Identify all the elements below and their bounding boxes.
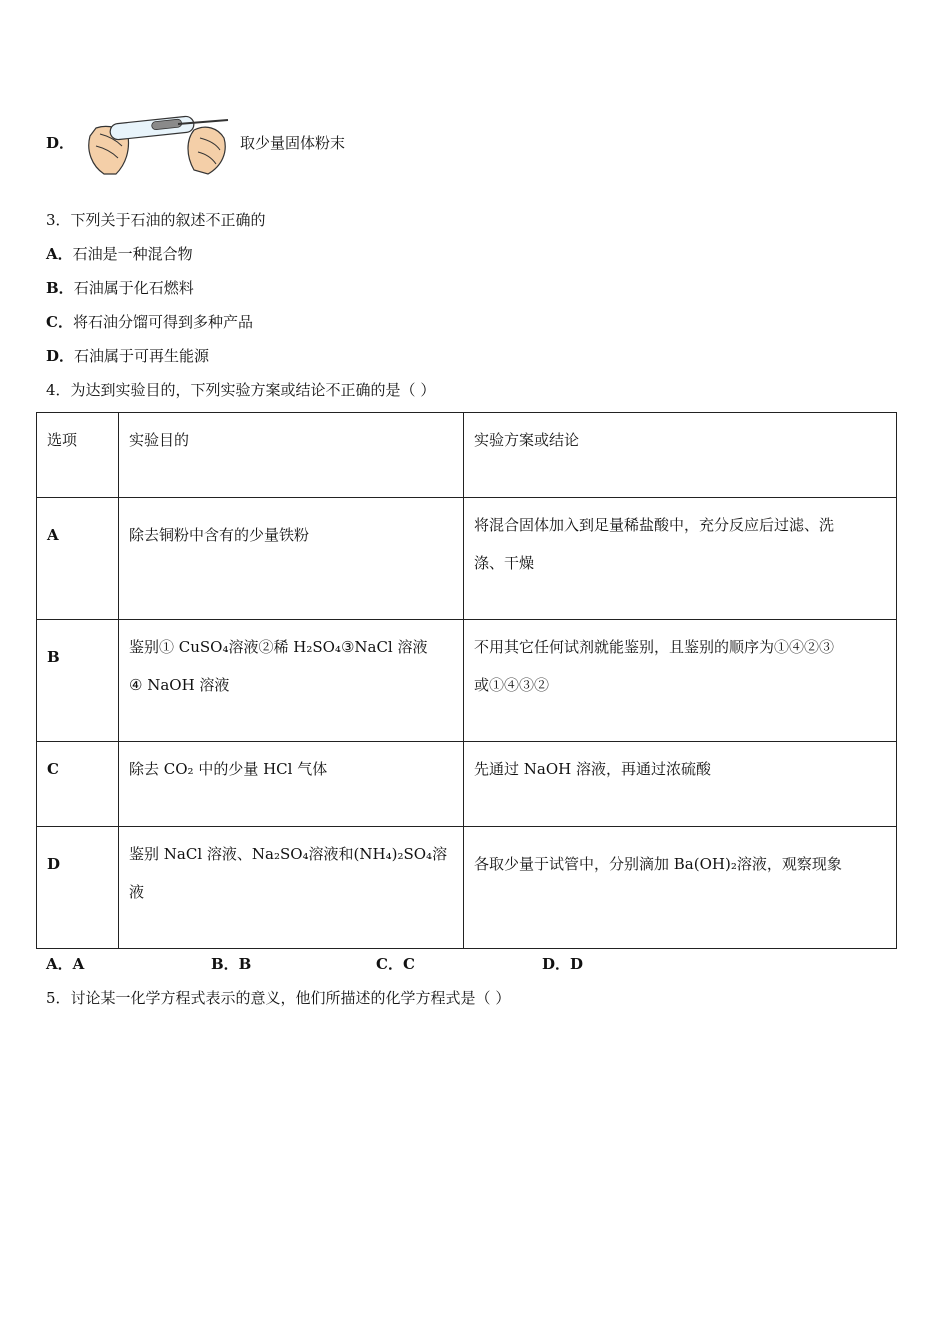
row-plan: 将混合固体加入到足量稀盐酸中，充分反应后过滤、洗 涤、干燥 [464, 498, 897, 620]
option-d-text: 取少量固体粉末 [240, 133, 346, 152]
q4-answer-b: B．B [211, 955, 252, 973]
option-d [46, 106, 345, 178]
row-option: D [37, 827, 119, 949]
row-purpose: 除去铜粉中含有的少量铁粉 [119, 498, 464, 620]
header-purpose: 实验目的 [119, 413, 464, 498]
q3-option-a: A．石油是一种混合物 [46, 245, 193, 263]
table-row [37, 827, 897, 949]
q3-stem: 3．下列关于石油的叙述不正确的 [46, 211, 266, 229]
row-purpose: 鉴别 NaCl 溶液、Na₂SO₄溶液和(NH₄)₂SO₄溶 液 [119, 827, 464, 949]
header-plan: 实验方案或结论 [464, 413, 897, 498]
q3-option-d: D．石油属于可再生能源 [46, 347, 210, 365]
q4-table [36, 412, 897, 949]
table-header-row [37, 413, 897, 498]
option-d-label: D． [46, 133, 75, 152]
header-option: 选项 [37, 413, 119, 498]
row-plan: 不用其它任何试剂就能鉴别，且鉴别的顺序为①④②③ 或①④③② [464, 620, 897, 742]
q3-option-c: C．将石油分馏可得到多种产品 [46, 313, 253, 331]
q5-stem: 5．讨论某一化学方程式表示的意义，他们所描述的化学方程式是（ ） [46, 989, 511, 1007]
row-option: A [37, 498, 119, 620]
q4-answers [46, 954, 606, 974]
row-plan: 各取少量于试管中，分别滴加 Ba(OH)₂溶液，观察现象 [464, 827, 897, 949]
table-row [37, 498, 897, 620]
q4-answer-d: D．D [542, 955, 584, 973]
q3-option-b: B．石油属于化石燃料 [46, 279, 194, 297]
q4-answer-c: C．C [376, 955, 415, 973]
test-tube-hands-icon [82, 106, 232, 178]
row-option: C [37, 742, 119, 827]
table-row [37, 742, 897, 827]
row-plan: 先通过 NaOH 溶液，再通过浓硫酸 [464, 742, 897, 827]
q4-answer-a: A．A [46, 955, 85, 973]
q4-stem: 4．为达到实验目的，下列实验方案或结论不正确的是（ ） [46, 381, 436, 399]
row-option: B [37, 620, 119, 742]
table-row [37, 620, 897, 742]
row-purpose: 除去 CO₂ 中的少量 HCl 气体 [119, 742, 464, 827]
row-purpose: 鉴别① CuSO₄溶液②稀 H₂SO₄③NaCl 溶液 ④ NaOH 溶液 [119, 620, 464, 742]
